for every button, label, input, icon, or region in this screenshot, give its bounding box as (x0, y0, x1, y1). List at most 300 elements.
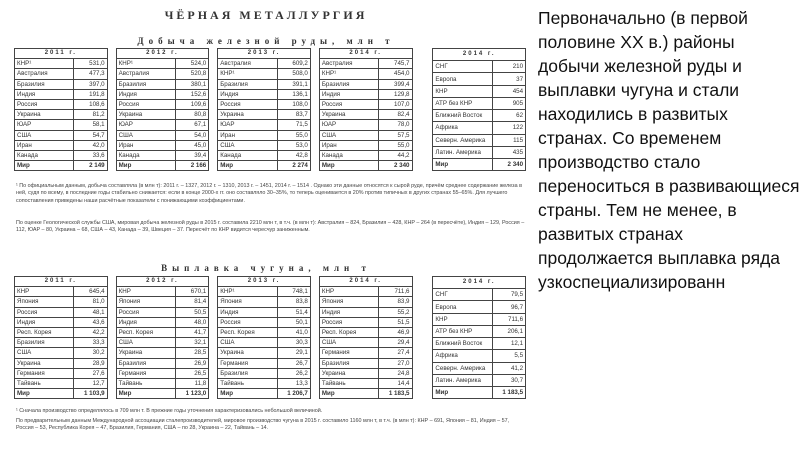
country: Бразилия (15, 338, 74, 348)
total-value: 2 149 (74, 161, 107, 171)
value: 670,1 (175, 287, 208, 297)
table-row (433, 73, 526, 85)
country: Индия (116, 89, 175, 99)
table-row (15, 378, 108, 388)
country: США (218, 338, 277, 348)
table-total-row (15, 389, 108, 399)
value: 380,1 (175, 79, 208, 89)
table-row (116, 89, 209, 99)
country: КНР¹ (319, 69, 378, 79)
country: ЮАР (116, 120, 175, 130)
table-total-row (319, 389, 412, 399)
country: Индия (319, 89, 378, 99)
value: 711,6 (492, 313, 525, 325)
value: 30,7 (492, 374, 525, 386)
table-row (218, 327, 311, 337)
country: Респ. Корея (15, 327, 74, 337)
country: Украина (116, 348, 175, 358)
ore-tables (14, 48, 526, 171)
country: Иран (319, 140, 378, 150)
country: Иран (218, 130, 277, 140)
table-row (319, 348, 412, 358)
table-row (116, 79, 209, 89)
country: Индия (319, 307, 378, 317)
country: Украина (319, 368, 378, 378)
ore-table (217, 48, 311, 171)
total-label: Мир (319, 161, 378, 171)
table-total-row (218, 389, 311, 399)
value: 27,0 (379, 358, 412, 368)
table-row (15, 338, 108, 348)
value: 520,8 (175, 69, 208, 79)
table-row (319, 287, 412, 297)
table-year: 2013 г. (218, 49, 311, 59)
country: Россия (116, 99, 175, 109)
value: 905 (492, 97, 525, 109)
table-year: 2012 г. (116, 49, 209, 59)
value: 48,0 (175, 317, 208, 327)
country: Бразилия (15, 79, 74, 89)
table-row (218, 120, 311, 130)
total-value: 2 340 (379, 161, 412, 171)
value: 83,9 (379, 297, 412, 307)
country: Япония (218, 297, 277, 307)
country: Украина (319, 110, 378, 120)
country: Бразилия (218, 368, 277, 378)
table-row (319, 110, 412, 120)
table-row (218, 368, 311, 378)
value: 26,2 (277, 368, 310, 378)
country: Бразилия (319, 79, 378, 89)
country: Украина (218, 110, 277, 120)
country: Канада (218, 150, 277, 160)
table-row (15, 150, 108, 160)
total-value: 2 274 (277, 161, 310, 171)
country: Япония (116, 297, 175, 307)
country: Респ. Корея (319, 327, 378, 337)
value: 508,0 (277, 69, 310, 79)
country: КНР¹ (218, 287, 277, 297)
country: США (218, 140, 277, 150)
table-row (116, 358, 209, 368)
country: Иран (116, 140, 175, 150)
table-row (319, 130, 412, 140)
table-row (116, 140, 209, 150)
country: Ближний Восток (433, 338, 492, 350)
value: 39,4 (175, 150, 208, 160)
value: 54,0 (175, 130, 208, 140)
country: АТР без КНР (433, 325, 492, 337)
country: КНР¹ (116, 59, 175, 69)
ore-table (432, 48, 526, 171)
iron-section-title: Выплавка чугуна, млн т (161, 263, 371, 273)
table-row (433, 289, 526, 301)
value: 152,6 (175, 89, 208, 99)
country: КНР¹ (218, 69, 277, 79)
value: 57,5 (379, 130, 412, 140)
iron-table (116, 276, 210, 399)
value: 42,0 (74, 140, 107, 150)
country: КНР (116, 287, 175, 297)
country: Респ. Корея (218, 327, 277, 337)
value: 62 (492, 110, 525, 122)
country: Африка (433, 350, 492, 362)
country: Россия (116, 307, 175, 317)
value: 391,1 (277, 79, 310, 89)
table-row (319, 69, 412, 79)
value: 41,2 (492, 362, 525, 374)
table-row (116, 327, 209, 337)
value: 26,9 (175, 358, 208, 368)
table-total-row (433, 158, 526, 170)
country: Россия (319, 99, 378, 109)
country: Германия (319, 348, 378, 358)
value: 54,7 (74, 130, 107, 140)
value: 81,2 (74, 110, 107, 120)
table-row (433, 362, 526, 374)
country: Украина (218, 348, 277, 358)
total-label: Мир (218, 161, 277, 171)
country: Бразилия (116, 358, 175, 368)
value: 33,3 (74, 338, 107, 348)
country: Германия (15, 368, 74, 378)
value: 14,4 (379, 378, 412, 388)
value: 210 (492, 61, 525, 73)
table-row (218, 79, 311, 89)
table-row (218, 130, 311, 140)
table-row (116, 297, 209, 307)
table-row (433, 85, 526, 97)
table-row (15, 327, 108, 337)
country: СНГ (433, 289, 492, 301)
value: 435 (492, 146, 525, 158)
country: Бразилия (218, 79, 277, 89)
country: Индия (218, 89, 277, 99)
table-row (433, 134, 526, 146)
table-row (433, 146, 526, 158)
table-row (433, 325, 526, 337)
table-row (15, 99, 108, 109)
total-label: Мир (116, 161, 175, 171)
table-row (116, 110, 209, 120)
total-value: 1 123,0 (175, 389, 208, 399)
value: 609,2 (277, 59, 310, 69)
table-year: 2011 г. (15, 49, 108, 59)
iron-table (432, 276, 526, 399)
table-row (116, 99, 209, 109)
total-value: 2 340 (492, 158, 525, 170)
value: 29,1 (277, 348, 310, 358)
country: КНР (433, 85, 492, 97)
country: Латин. Америка (433, 146, 492, 158)
country: США (319, 338, 378, 348)
country: Индия (15, 89, 74, 99)
value: 29,4 (379, 338, 412, 348)
country: Тайвань (116, 378, 175, 388)
value: 524,0 (175, 59, 208, 69)
table-row (218, 99, 311, 109)
country: Канада (319, 150, 378, 160)
country: Респ. Корея (116, 327, 175, 337)
value: 477,3 (74, 69, 107, 79)
iron-tables (14, 276, 526, 399)
value: 50,5 (175, 307, 208, 317)
value: 454 (492, 85, 525, 97)
value: 78,0 (379, 120, 412, 130)
table-total-row (218, 161, 311, 171)
table-row (15, 140, 108, 150)
table-row (433, 110, 526, 122)
country: Австралия (319, 59, 378, 69)
value: 81,0 (74, 297, 107, 307)
table-row (218, 317, 311, 327)
table-row (218, 287, 311, 297)
country: Россия (218, 99, 277, 109)
table-row (218, 348, 311, 358)
table-year: 2012 г. (116, 277, 209, 287)
table-row (116, 69, 209, 79)
value: 645,4 (74, 287, 107, 297)
country: Украина (116, 110, 175, 120)
ore-section-title: Добыча железной руды, млн т (137, 36, 395, 46)
country: Канада (15, 150, 74, 160)
ore-table (116, 48, 210, 171)
table-row (116, 317, 209, 327)
value: 41,7 (175, 327, 208, 337)
value: 80,8 (175, 110, 208, 120)
value: 32,1 (175, 338, 208, 348)
table-row (116, 120, 209, 130)
table-row (319, 358, 412, 368)
total-label: Мир (116, 389, 175, 399)
country: Канада (116, 150, 175, 160)
value: 399,4 (379, 79, 412, 89)
table-total-row (319, 161, 412, 171)
total-label: Мир (319, 389, 378, 399)
table-row (319, 79, 412, 89)
value: 42,2 (74, 327, 107, 337)
country: Индия (218, 307, 277, 317)
country: Бразилия (116, 79, 175, 89)
table-row (116, 130, 209, 140)
table-row (433, 313, 526, 325)
total-value: 1 103,9 (74, 389, 107, 399)
table-row (116, 307, 209, 317)
value: 55,0 (379, 140, 412, 150)
table-total-row (15, 161, 108, 171)
country: Северн. Америка (433, 362, 492, 374)
table-year: 2011 г. (15, 277, 108, 287)
table-row (319, 120, 412, 130)
value: 53,0 (277, 140, 310, 150)
table-row (319, 140, 412, 150)
ore-footnote: ¹ По официальным данным, добыча составляла (в млн т): 2011 г. – 1327, 2012 г. – 1310, 2013 г. – 1451, 2014 г. – 1514 . Однако эти данные относятся к сырой руде, причём среднее содержание железа в ней, судя по всему, в последние годы стабильно снижается: если в конце 2000-х гг. оно составляло 30–35%, то теперь оценивается в 20% против типичных в других странах 55–65%. Для лучшего сопоставления приведены наши расчётные показатели с понижающими коэффициентами. (16, 183, 522, 204)
value: 27,6 (74, 368, 107, 378)
ore-table (319, 48, 413, 171)
country: КНР (433, 313, 492, 325)
table-row (218, 378, 311, 388)
table-row (433, 338, 526, 350)
country: Россия (15, 99, 74, 109)
value: 748,1 (277, 287, 310, 297)
value: 745,7 (379, 59, 412, 69)
value: 58,1 (74, 120, 107, 130)
value: 51,5 (379, 317, 412, 327)
table-row (319, 338, 412, 348)
table-row (15, 358, 108, 368)
value: 109,6 (175, 99, 208, 109)
value: 41,0 (277, 327, 310, 337)
country: Ближний Восток (433, 110, 492, 122)
value: 44,2 (379, 150, 412, 160)
total-label: Мир (15, 389, 74, 399)
value: 13,3 (277, 378, 310, 388)
country: Иран (15, 140, 74, 150)
table-year: 2014 г. (433, 277, 526, 289)
table-row (218, 140, 311, 150)
iron-table (14, 276, 108, 399)
country: Европа (433, 301, 492, 313)
table-row (319, 59, 412, 69)
table-row (433, 61, 526, 73)
value: 136,1 (277, 89, 310, 99)
table-row (218, 297, 311, 307)
country: Тайвань (218, 378, 277, 388)
country: АТР без КНР (433, 97, 492, 109)
table-row (319, 307, 412, 317)
country: Латин. Америка (433, 374, 492, 386)
table-row (15, 89, 108, 99)
country: ЮАР (15, 120, 74, 130)
table-row (319, 297, 412, 307)
value: 71,5 (277, 120, 310, 130)
country: Япония (319, 297, 378, 307)
value: 45,0 (175, 140, 208, 150)
table-row (15, 317, 108, 327)
value: 37 (492, 73, 525, 85)
table-row (116, 59, 209, 69)
value: 27,4 (379, 348, 412, 358)
table-row (218, 110, 311, 120)
value: 11,8 (175, 378, 208, 388)
total-value: 1 183,5 (492, 386, 525, 398)
value: 122 (492, 122, 525, 134)
table-row (319, 89, 412, 99)
country: Тайвань (319, 378, 378, 388)
table-row (433, 374, 526, 386)
table-row (319, 378, 412, 388)
value: 397,0 (74, 79, 107, 89)
country: КНР (319, 287, 378, 297)
table-year: 2014 г. (433, 49, 526, 61)
country: Украина (15, 358, 74, 368)
country: Европа (433, 73, 492, 85)
value: 28,5 (175, 348, 208, 358)
iron-table (217, 276, 311, 399)
table-row (319, 327, 412, 337)
table-row (319, 150, 412, 160)
country: США (116, 130, 175, 140)
country: Австралия (116, 69, 175, 79)
table-row (15, 287, 108, 297)
table-row (433, 97, 526, 109)
table-year: 2014 г. (319, 49, 412, 59)
table-row (15, 79, 108, 89)
table-year: 2014 г. (319, 277, 412, 287)
value: 83,7 (277, 110, 310, 120)
country: Австралия (218, 59, 277, 69)
table-row (15, 69, 108, 79)
table-row (15, 307, 108, 317)
table-row (116, 378, 209, 388)
table-total-row (116, 161, 209, 171)
country: США (15, 348, 74, 358)
value: 28,9 (74, 358, 107, 368)
total-value: 1 183,5 (379, 389, 412, 399)
table-row (15, 130, 108, 140)
country: Северн. Америка (433, 134, 492, 146)
table-row (116, 338, 209, 348)
table-row (433, 122, 526, 134)
value: 30,3 (277, 338, 310, 348)
value: 115 (492, 134, 525, 146)
country: Германия (116, 368, 175, 378)
table-row (15, 348, 108, 358)
country: Япония (15, 297, 74, 307)
table-row (15, 297, 108, 307)
country: КНР (15, 287, 74, 297)
total-value: 1 206,7 (277, 389, 310, 399)
table-row (15, 110, 108, 120)
table-row (218, 338, 311, 348)
value: 454,0 (379, 69, 412, 79)
table-row (116, 348, 209, 358)
ore-table (14, 48, 108, 171)
value: 51,4 (277, 307, 310, 317)
value: 81,4 (175, 297, 208, 307)
country: США (116, 338, 175, 348)
country: Индия (15, 317, 74, 327)
value: 83,8 (277, 297, 310, 307)
value: 206,1 (492, 325, 525, 337)
value: 55,2 (379, 307, 412, 317)
value: 107,0 (379, 99, 412, 109)
country: Россия (319, 317, 378, 327)
value: 129,8 (379, 89, 412, 99)
table-row (116, 368, 209, 378)
table-row (319, 317, 412, 327)
value: 108,0 (277, 99, 310, 109)
value: 43,6 (74, 317, 107, 327)
table-row (218, 358, 311, 368)
country: Россия (218, 317, 277, 327)
total-label: Мир (433, 158, 492, 170)
table-row (218, 89, 311, 99)
table-row (15, 59, 108, 69)
table-row (218, 150, 311, 160)
iron-note: По предварительным данным Международной ассоциации сталепроизводителей, мировое производство чугуна в 2015 г. составило 1160 млн т, в т.ч. (в млн т): КНР – 691, Япония – 81, Индия – 57, Россия – 53, Республика Корея – 47, Бразилия, Германия, США – по 28, Украина – 22, Тайвань – 14. (16, 418, 510, 432)
value: 46,9 (379, 327, 412, 337)
table-total-row (116, 389, 209, 399)
country: СНГ (433, 61, 492, 73)
value: 30,2 (74, 348, 107, 358)
value: 26,7 (277, 358, 310, 368)
table-row (433, 350, 526, 362)
value: 5,5 (492, 350, 525, 362)
table-row (319, 99, 412, 109)
value: 24,8 (379, 368, 412, 378)
value: 50,1 (277, 317, 310, 327)
